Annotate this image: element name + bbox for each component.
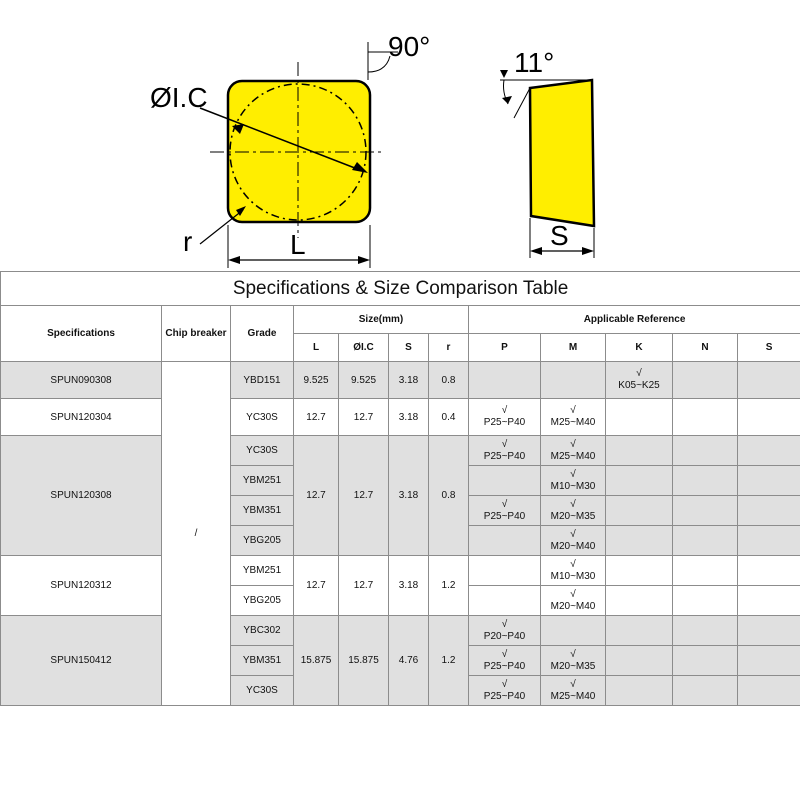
ref-cell-n bbox=[673, 399, 738, 436]
check-mark: √ bbox=[570, 438, 576, 450]
ref-cell-p bbox=[469, 436, 541, 466]
range-text: M25~M40 bbox=[550, 417, 596, 428]
range-text: P25~P40 bbox=[483, 660, 526, 672]
grade-cell: YBG205 bbox=[231, 526, 294, 556]
size-cell-s: 4.76 bbox=[389, 616, 429, 706]
grade-cell: YBG205 bbox=[231, 586, 294, 616]
header-K: K bbox=[606, 334, 673, 362]
L-label: L bbox=[290, 229, 306, 260]
header-L: L bbox=[294, 334, 339, 362]
angle-11-arrow-bottom bbox=[502, 96, 512, 104]
ref-cell-p bbox=[469, 496, 541, 526]
check-mark: √ bbox=[501, 678, 508, 690]
header-IC: ØI.C bbox=[339, 334, 389, 362]
check-mark: √ bbox=[501, 438, 508, 450]
header-grade: Grade bbox=[231, 306, 294, 362]
table-row bbox=[1, 436, 800, 466]
size-cell-l: 12.7 bbox=[294, 399, 339, 436]
ref-cell-k bbox=[606, 526, 673, 556]
ref-cell-s bbox=[738, 436, 800, 466]
ref-cell-n bbox=[673, 496, 738, 526]
check-mark: √ bbox=[501, 405, 508, 416]
ref-cell-k bbox=[606, 436, 673, 466]
ref-cell-m bbox=[541, 496, 606, 526]
size-cell-r: 1.2 bbox=[429, 556, 469, 616]
ref-cell-n bbox=[673, 436, 738, 466]
size-cell-l: 12.7 bbox=[294, 556, 339, 616]
ref-cell-n bbox=[673, 526, 738, 556]
size-cell-l: 9.525 bbox=[294, 362, 339, 399]
S-arrow-left bbox=[530, 247, 542, 255]
ref-cell-m bbox=[541, 399, 606, 436]
ref-cell-s bbox=[738, 586, 800, 616]
grade-cell: YC30S bbox=[231, 436, 294, 466]
ref-cell-s bbox=[738, 646, 800, 676]
ref-cell-m bbox=[541, 466, 606, 496]
header-specifications: Specifications bbox=[1, 306, 162, 362]
ref-cell-p bbox=[469, 362, 541, 399]
range-text: M20~M40 bbox=[550, 600, 596, 612]
spec-cell: SPUN120308 bbox=[1, 436, 162, 556]
check-mark: √ bbox=[501, 648, 508, 660]
size-cell-ic: 12.7 bbox=[339, 436, 389, 556]
grade-cell: YBM351 bbox=[231, 646, 294, 676]
range-text: P25~P40 bbox=[483, 450, 526, 462]
angle-11-arrow-top bbox=[500, 70, 508, 78]
L-arrow-right bbox=[358, 256, 370, 264]
check-mark: √ bbox=[570, 405, 576, 416]
grade-cell: YBD151 bbox=[231, 362, 294, 399]
header-chip-breaker: Chip breaker bbox=[162, 306, 231, 362]
grade-cell: YBM351 bbox=[231, 496, 294, 526]
ref-cell-p bbox=[469, 646, 541, 676]
grade-cell: YBM251 bbox=[231, 556, 294, 586]
ref-cell-p bbox=[469, 586, 541, 616]
table-row bbox=[1, 556, 800, 586]
check-mark: √ bbox=[501, 498, 508, 510]
grade-cell: YC30S bbox=[231, 676, 294, 706]
header-N: N bbox=[673, 334, 738, 362]
grade-cell: YBM251 bbox=[231, 466, 294, 496]
ref-cell-p bbox=[469, 466, 541, 496]
ref-cell-s bbox=[738, 362, 800, 399]
size-cell-ic: 12.7 bbox=[339, 556, 389, 616]
size-cell-s: 3.18 bbox=[389, 436, 429, 556]
size-cell-r: 0.8 bbox=[429, 436, 469, 556]
range-text: P25~P40 bbox=[483, 417, 526, 428]
angle-11-label: 11° bbox=[514, 47, 555, 78]
check-mark: √ bbox=[570, 468, 576, 480]
ref-cell-s bbox=[738, 466, 800, 496]
ref-cell-s bbox=[738, 526, 800, 556]
spec-cell: SPUN150412 bbox=[1, 616, 162, 706]
size-cell-r: 1.2 bbox=[429, 616, 469, 706]
spec-cell: SPUN090308 bbox=[1, 362, 162, 399]
range-text: P25~P40 bbox=[483, 690, 526, 702]
range-text: M25~M40 bbox=[550, 450, 596, 462]
ref-cell-p bbox=[469, 616, 541, 646]
angle-11-relief-line bbox=[514, 88, 530, 118]
insert-diagram-svg bbox=[0, 0, 800, 272]
ref-cell-n bbox=[673, 646, 738, 676]
ref-cell-p bbox=[469, 399, 541, 436]
size-cell-l: 15.875 bbox=[294, 616, 339, 706]
ref-cell-m bbox=[541, 676, 606, 706]
ref-cell-n bbox=[673, 586, 738, 616]
ref-cell-n bbox=[673, 362, 738, 399]
ref-cell-n bbox=[673, 556, 738, 586]
size-cell-ic: 15.875 bbox=[339, 616, 389, 706]
range-text: P25~P40 bbox=[483, 510, 526, 522]
ref-cell-k bbox=[606, 556, 673, 586]
header-size: Size(mm) bbox=[294, 306, 469, 334]
range-text: M20~M35 bbox=[550, 660, 596, 672]
ref-cell-k bbox=[606, 586, 673, 616]
ref-cell-p bbox=[469, 526, 541, 556]
grade-cell: YBC302 bbox=[231, 616, 294, 646]
size-cell-s: 3.18 bbox=[389, 556, 429, 616]
check-mark: √ bbox=[570, 528, 576, 540]
ref-cell-p bbox=[469, 556, 541, 586]
check-mark: √ bbox=[570, 648, 576, 660]
table-row bbox=[1, 399, 800, 436]
angle-90-arc bbox=[368, 56, 390, 72]
ref-cell-n bbox=[673, 676, 738, 706]
range-text: M25~M40 bbox=[550, 690, 596, 702]
ref-cell-s bbox=[738, 556, 800, 586]
ref-cell-k bbox=[606, 362, 673, 399]
header-applicable-reference: Applicable Reference bbox=[469, 306, 800, 334]
range-text: P20~P40 bbox=[483, 630, 526, 642]
header-S2: S bbox=[738, 334, 800, 362]
spec-table-body bbox=[1, 362, 800, 706]
ref-cell-m bbox=[541, 362, 606, 399]
ref-cell-n bbox=[673, 616, 738, 646]
ic-label: ØI.C bbox=[150, 82, 208, 113]
range-text: M10~M30 bbox=[550, 570, 596, 582]
grade-cell: YC30S bbox=[231, 399, 294, 436]
size-cell-s: 3.18 bbox=[389, 362, 429, 399]
spec-cell: SPUN120304 bbox=[1, 399, 162, 436]
range-text: M10~M30 bbox=[550, 480, 596, 492]
header-M: M bbox=[541, 334, 606, 362]
L-arrow-left bbox=[228, 256, 240, 264]
ref-cell-k bbox=[606, 399, 673, 436]
radius-leader bbox=[200, 210, 243, 244]
size-cell-ic: 12.7 bbox=[339, 399, 389, 436]
check-mark: √ bbox=[570, 588, 576, 600]
ref-cell-m bbox=[541, 586, 606, 616]
spec-table bbox=[0, 271, 800, 706]
insert-drawing bbox=[0, 0, 800, 272]
S-label: S bbox=[550, 220, 569, 251]
ref-cell-k bbox=[606, 466, 673, 496]
header-P: P bbox=[469, 334, 541, 362]
ref-cell-s bbox=[738, 496, 800, 526]
ref-cell-m bbox=[541, 526, 606, 556]
ref-cell-k bbox=[606, 616, 673, 646]
ref-cell-m bbox=[541, 556, 606, 586]
ref-cell-k bbox=[606, 676, 673, 706]
range-text: K05~K25 bbox=[618, 380, 660, 391]
ref-cell-m bbox=[541, 436, 606, 466]
ref-cell-p bbox=[469, 676, 541, 706]
range-text: M20~M40 bbox=[550, 540, 596, 552]
ref-cell-s bbox=[738, 399, 800, 436]
spec-table-wrapper bbox=[0, 271, 800, 706]
ref-cell-s bbox=[738, 676, 800, 706]
ref-cell-m bbox=[541, 646, 606, 676]
check-mark: √ bbox=[501, 618, 508, 630]
ref-cell-s bbox=[738, 616, 800, 646]
check-mark: √ bbox=[570, 498, 576, 510]
ref-cell-n bbox=[673, 466, 738, 496]
check-mark: √ bbox=[570, 678, 576, 690]
radius-label: r bbox=[183, 226, 193, 257]
chip-breaker-cell: / bbox=[162, 362, 231, 706]
check-mark: √ bbox=[636, 368, 642, 379]
table-title: Specifications & Size Comparison Table bbox=[1, 272, 800, 306]
check-mark: √ bbox=[570, 558, 576, 570]
insert-side-view bbox=[530, 80, 594, 226]
size-cell-l: 12.7 bbox=[294, 436, 339, 556]
ref-cell-m bbox=[541, 616, 606, 646]
ref-cell-k bbox=[606, 496, 673, 526]
size-cell-r: 0.8 bbox=[429, 362, 469, 399]
table-row bbox=[1, 616, 800, 646]
range-text: M20~M35 bbox=[550, 510, 596, 522]
size-cell-s: 3.18 bbox=[389, 399, 429, 436]
S-arrow-right bbox=[582, 247, 594, 255]
table-row bbox=[1, 362, 800, 399]
angle-90-label: 90° bbox=[388, 31, 431, 62]
ref-cell-k bbox=[606, 646, 673, 676]
header-r: r bbox=[429, 334, 469, 362]
size-cell-ic: 9.525 bbox=[339, 362, 389, 399]
size-cell-r: 0.4 bbox=[429, 399, 469, 436]
spec-cell: SPUN120312 bbox=[1, 556, 162, 616]
header-S: S bbox=[389, 334, 429, 362]
